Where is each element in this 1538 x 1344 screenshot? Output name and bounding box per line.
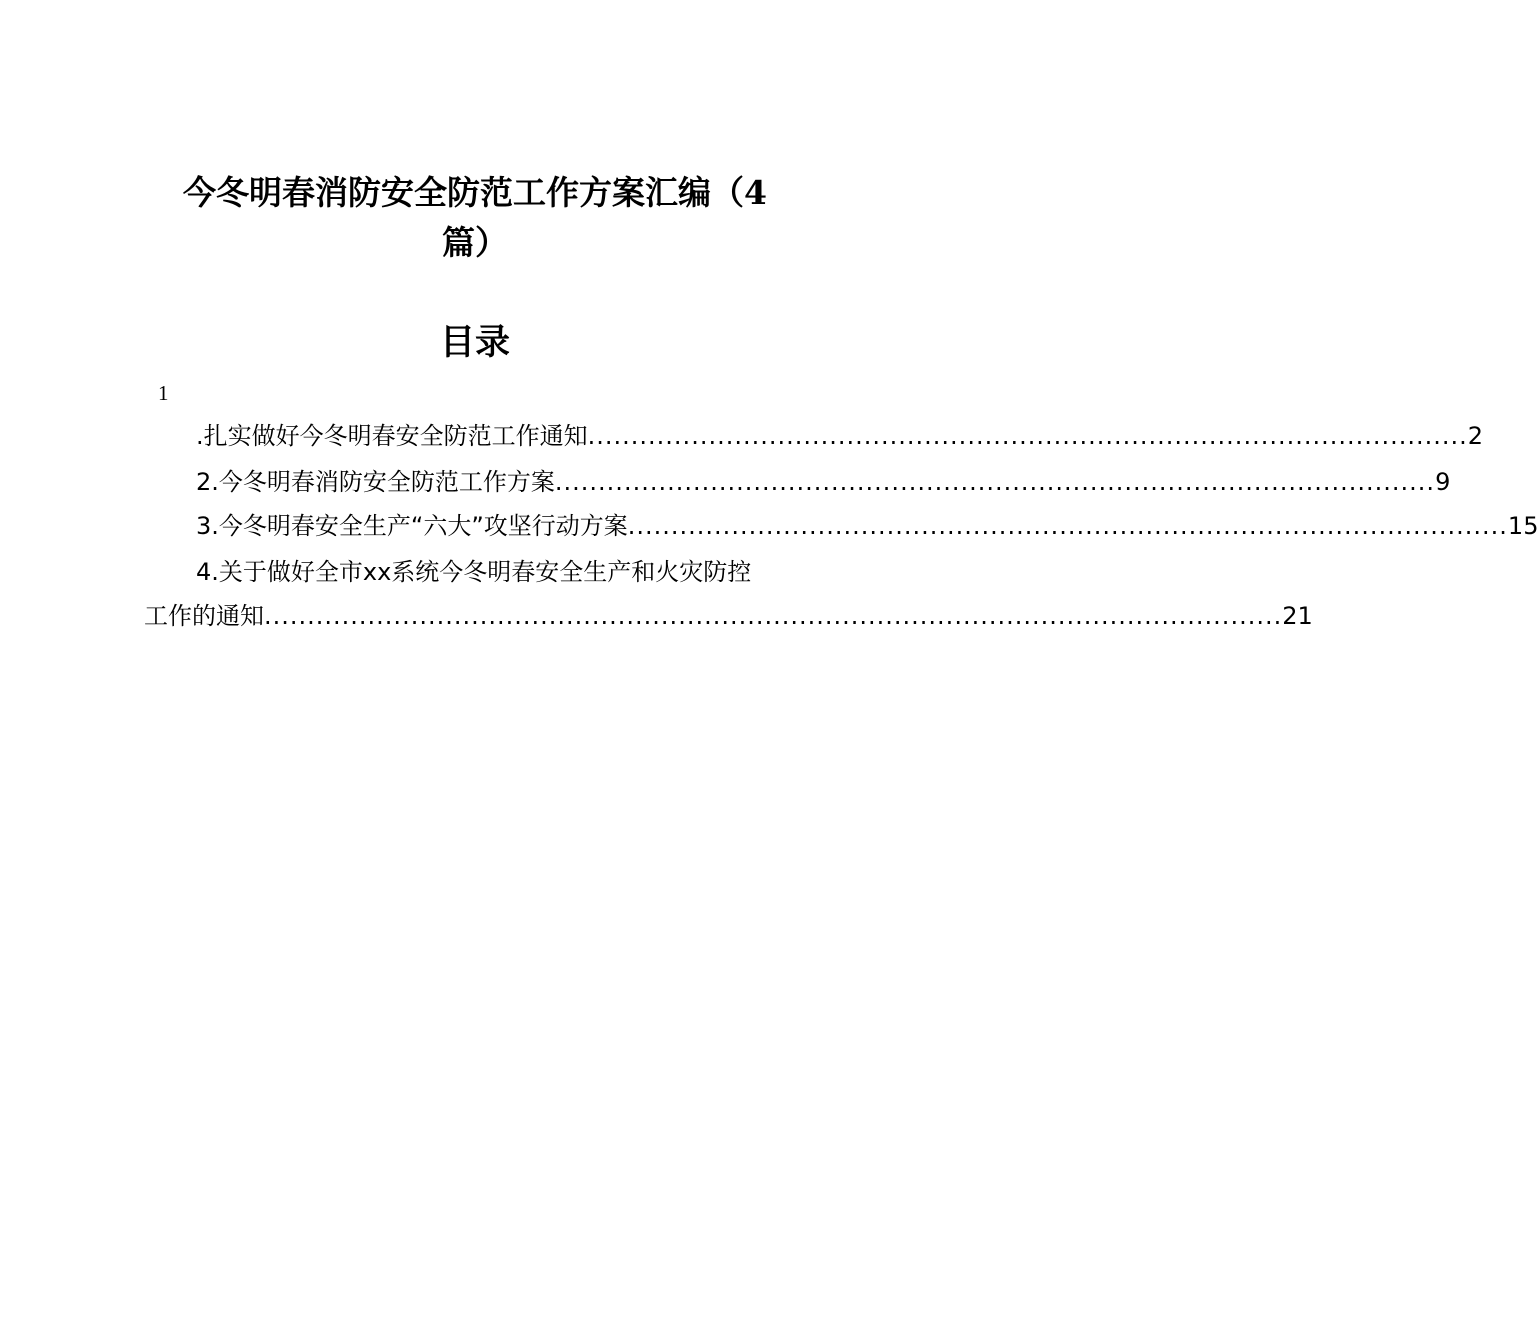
- list-number: 1: [158, 381, 169, 405]
- toc-entry-title: 2.今冬明春消防安全防范工作方案: [196, 468, 555, 496]
- document-title-line2: 篇）: [442, 223, 508, 262]
- toc-leader-dots: ......................................................................................................: [554, 468, 1436, 496]
- toc-entry-title: .扎实做好今冬明春安全防范工作通知: [196, 422, 588, 450]
- document-title-line1: 今冬明春消防安全防范工作方案汇编（4: [183, 173, 767, 212]
- toc-entry-4-line1[interactable]: 4.关于做好全市xx系统今冬明春安全生产和火灾防控: [196, 558, 752, 586]
- toc-page-number: 2: [1467, 422, 1484, 450]
- toc-page-number: 9: [1435, 468, 1451, 496]
- toc-heading: 目录: [439, 322, 510, 363]
- toc-leader-dots: ......................................................................................................: [627, 512, 1508, 540]
- toc-entry-4[interactable]: [144, 596, 1313, 636]
- toc-page-number: 15: [1507, 512, 1538, 540]
- toc-entry-title: 3.今冬明春安全生产“六大”攻坚行动方案: [196, 512, 628, 540]
- toc-leader-dots: ......................................................................................................................: [264, 602, 1283, 630]
- toc-entry-1[interactable]: [196, 416, 1484, 456]
- toc-leader-dots: ......................................................................................................: [587, 422, 1468, 450]
- toc-entry-title: 工作的通知: [144, 602, 264, 630]
- toc-page-number: 21: [1282, 602, 1313, 630]
- toc-entry-2[interactable]: [196, 462, 1451, 502]
- toc-entry-3[interactable]: [196, 506, 1538, 546]
